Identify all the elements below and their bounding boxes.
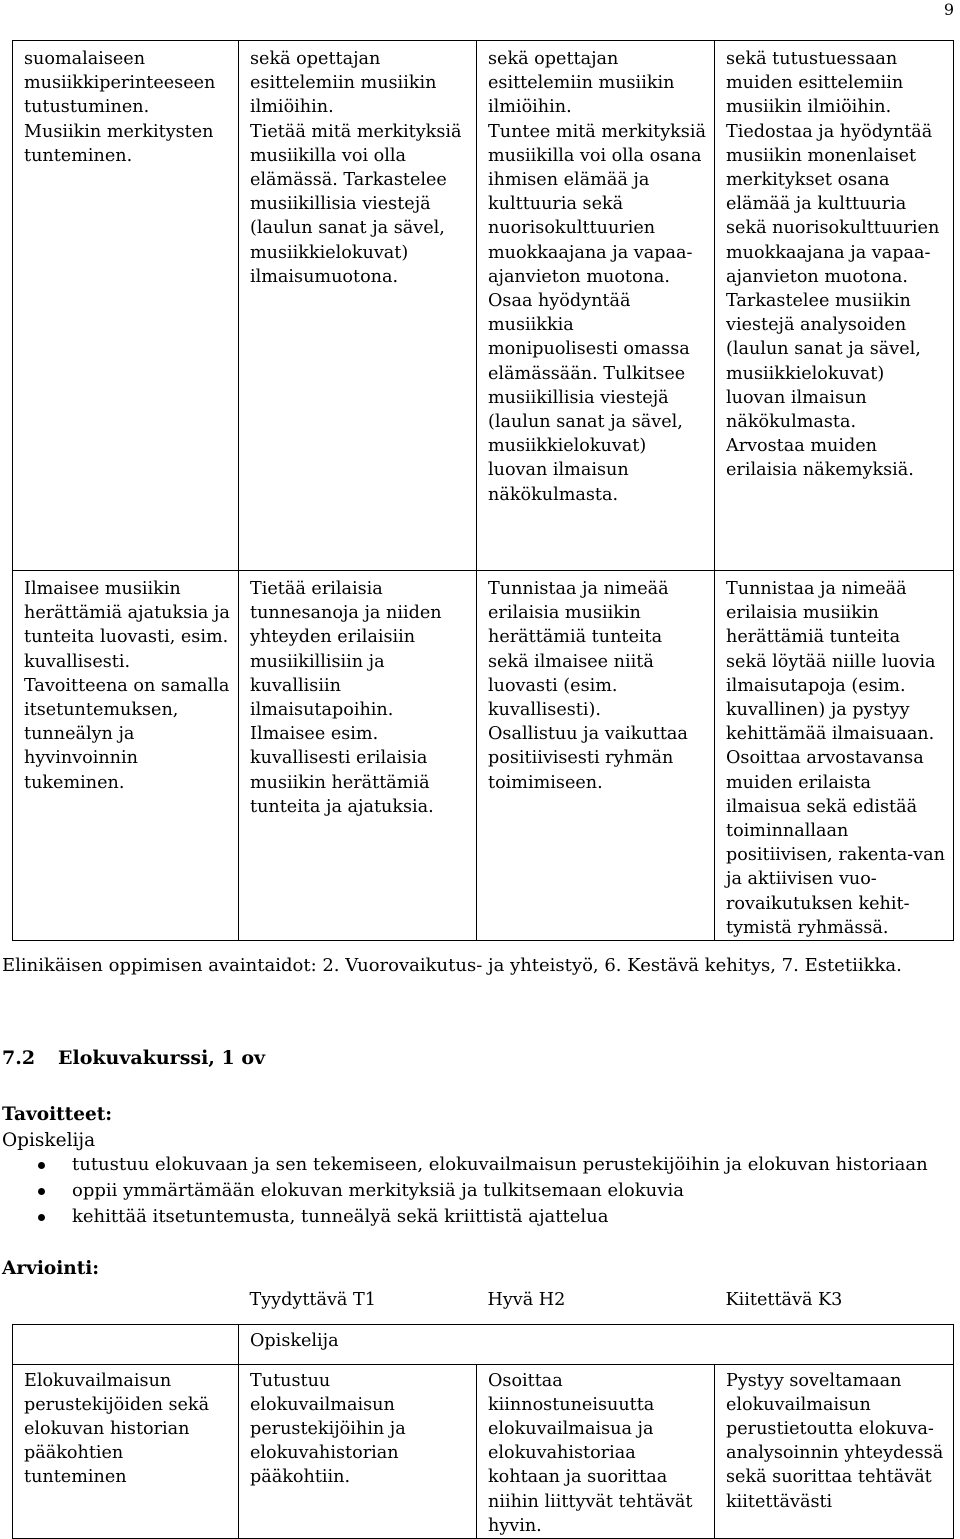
section-number: 7.2 <box>2 1047 36 1069</box>
table-row <box>13 1324 954 1364</box>
table-cell: Tunnistaa ja nimeää erilaisia musiikin herättämiä tunteita sekä löytää niille luovia ilmaisutapoja (esim. kuvallinen) ja pystyy kehittämää ilmaisuaan. Osoittaa arvostavansa muiden erilaista ilmaisua sekä edistää toiminnallaan positiivisen, rakenta-van ja aktiivisen vuo-rovaikutuksen kehit-tymistä ryhmässä. <box>715 571 954 941</box>
table-row <box>13 1364 954 1538</box>
music-criteria-table <box>12 40 954 941</box>
table-cell: Elokuvailmaisun perustekijöiden sekä elokuvan historian pääkohtien tunteminen <box>13 1364 239 1538</box>
page-number: 9 <box>943 0 954 19</box>
assessment-title: Arviointi: <box>2 1258 100 1279</box>
table-cell: suomalaiseen musiikkiperinteeseen tutustuminen. Musiikin merkitysten tunteminen. <box>13 41 239 571</box>
list-item: tutustuu elokuvaan ja sen tekemiseen, elokuvailmaisun perustekijöihin ja elokuvan historiaan <box>0 1152 928 1178</box>
table-cell: Pystyy soveltamaan elokuvailmaisun perustietoutta elokuva-analysoinnin yhteydessä sekä suorittaa tehtävät kiitettävästi <box>715 1364 954 1538</box>
goals-title: Tavoitteet: <box>2 1104 113 1125</box>
table-cell <box>13 1284 239 1324</box>
table-cell: sekä opettajan esittelemiin musiikin ilmiöihin. Tietää mitä merkityksiä musiikilla voi olla elämässä. Tarkastelee musiikillisia viestejä (laulun sanat ja sävel, musiikkielokuvat) ilmaisumuotona. <box>239 41 477 571</box>
grade-header: Tyydyttävä T1 <box>249 1290 376 1310</box>
section-heading <box>2 1047 265 1069</box>
student-label: Opiskelija <box>239 1324 954 1364</box>
assessment-table <box>12 1284 954 1539</box>
table-cell <box>13 1324 239 1364</box>
goals-list <box>0 1152 928 1230</box>
grade-header: Kiitettävä K3 <box>725 1290 843 1310</box>
table-cell: Tietää erilaisia tunnesanoja ja niiden yhteyden erilaisiin musiikillisiin ja kuvallisiin ilmaisutapoihin. Ilmaisee esim. kuvallisesti erilaisia musiikin herättämiä tunteita ja ajatuksia. <box>239 571 477 941</box>
table-cell: sekä opettajan esittelemiin musiikin ilmiöihin. Tuntee mitä merkityksiä musiikilla voi olla osana ihmisen elämää ja kulttuuria sekä nuorisokulttuurien muokkaajana ja vapaa-ajanvieton muotona. Osaa hyödyntää musiikkia monipuolisesti omassa elämässään. Tulkitsee musiikillisia viestejä (laulun sanat ja sävel, musiikkielokuvat) luovan ilmaisun näkökulmasta. <box>477 41 715 571</box>
table-row <box>13 571 954 941</box>
table-cell: sekä tutustuessaan muiden esittelemiin musiikin ilmiöihin. Tiedostaa ja hyödyntää musiikin monenlaiset merkitykset osana elämää ja kulttuuria sekä nuorisokulttuurien muokkaajana ja vapaa-ajanvieton muotona. Tarkastelee musiikin viestejä analysoiden (laulun sanat ja sävel, musiikkielokuvat) luovan ilmaisun näkökulmasta. Arvostaa muiden erilaisia näkemyksiä. <box>715 41 954 571</box>
table-row <box>13 41 954 571</box>
table-row <box>13 1284 954 1324</box>
section-title: Elokuvakurssi, 1 ov <box>58 1047 266 1069</box>
table-cell: Ilmaisee musiikin herättämiä ajatuksia ja tunteita luovasti, esim. kuvallisesti. Tavoitteena on samalla itsetuntemuksen, tunneälyn ja hyvinvoinnin tukeminen. <box>13 571 239 941</box>
list-item: oppii ymmärtämään elokuvan merkityksiä ja tulkitsemaan elokuvia <box>0 1178 928 1204</box>
table-cell: Tunnistaa ja nimeää erilaisia musiikin herättämiä tunteita sekä ilmaisee niitä luovasti (esim. kuvallisesti). Osallistuu ja vaikuttaa positiivisesti ryhmän toimimiseen. <box>477 571 715 941</box>
table-cell: Tutustuu elokuvailmaisun perustekijöihin ja elokuvahistorian pääkohtiin. <box>239 1364 477 1538</box>
list-item: kehittää itsetuntemusta, tunneälyä sekä kriittistä ajattelua <box>0 1204 928 1230</box>
key-competences: Elinikäisen oppimisen avaintaidot: 2. Vuorovaikutus- ja yhteistyö, 6. Kestävä kehitys, 7. Estetiikka. <box>2 955 902 976</box>
goals-lead: Opiskelija <box>2 1130 96 1151</box>
table-cell: Osoittaa kiinnostuneisuutta elokuvailmaisua ja elokuvahistoriaa kohtaan ja suorittaa niihin liittyvät tehtävät hyvin. <box>477 1364 715 1538</box>
grade-header: Hyvä H2 <box>487 1290 566 1310</box>
